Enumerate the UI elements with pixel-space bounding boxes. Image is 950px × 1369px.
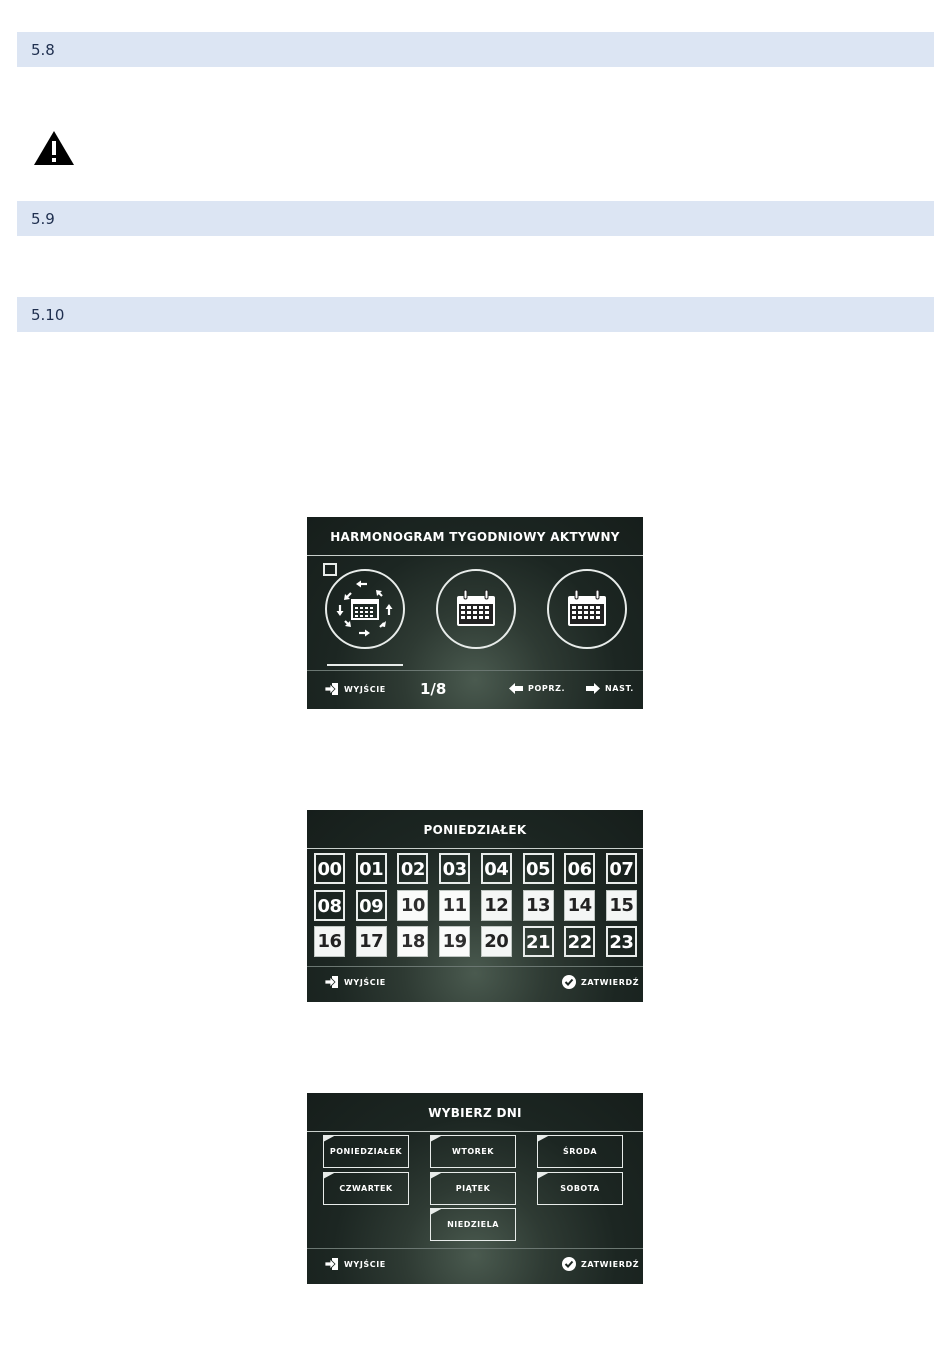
section-header-5-9 bbox=[17, 201, 934, 236]
hour-cell[interactable]: 23 bbox=[606, 926, 637, 957]
checkmark-icon bbox=[562, 975, 576, 989]
arrow-right-icon bbox=[586, 683, 600, 694]
prev-button[interactable] bbox=[509, 683, 565, 694]
next-label: NAST. bbox=[605, 684, 634, 693]
hour-cell[interactable]: 00 bbox=[314, 853, 345, 884]
screen-title: PONIEDZIAŁEK bbox=[423, 823, 527, 837]
arrow-left-icon bbox=[509, 683, 523, 694]
calendar-button[interactable] bbox=[547, 569, 627, 649]
screen-hour-selection bbox=[307, 810, 643, 1002]
hour-cell[interactable]: 05 bbox=[523, 853, 554, 884]
day-friday[interactable]: PIĄTEK bbox=[430, 1172, 516, 1205]
hour-cell[interactable]: 20 bbox=[481, 926, 512, 957]
screen-title: HARMONOGRAM TYGODNIOWY AKTYWNY bbox=[330, 530, 620, 544]
exit-label: WYJŚCIE bbox=[344, 977, 386, 987]
divider bbox=[307, 848, 643, 849]
hour-cell[interactable]: 01 bbox=[356, 853, 387, 884]
hour-cell[interactable]: 10 bbox=[397, 890, 428, 921]
calendar-button[interactable] bbox=[436, 569, 516, 649]
hour-cell[interactable]: 04 bbox=[481, 853, 512, 884]
confirm-label: ZATWIERDŹ bbox=[581, 977, 640, 987]
exit-label: WYJŚCIE bbox=[344, 684, 386, 694]
page-indicator: 1/8 bbox=[420, 680, 447, 698]
screen-title: WYBIERZ DNI bbox=[428, 1106, 522, 1120]
hour-cell[interactable]: 14 bbox=[564, 890, 595, 921]
confirm-button[interactable] bbox=[562, 975, 639, 989]
hour-cell[interactable]: 09 bbox=[356, 890, 387, 921]
warning-triangle-icon bbox=[33, 130, 75, 166]
hour-cell[interactable]: 12 bbox=[481, 890, 512, 921]
exit-icon bbox=[325, 683, 339, 695]
schedule-rotate-button[interactable] bbox=[325, 569, 405, 649]
hour-cell[interactable]: 13 bbox=[523, 890, 554, 921]
checkmark-icon bbox=[562, 1257, 576, 1271]
hour-cell[interactable]: 07 bbox=[606, 853, 637, 884]
day-wednesday[interactable]: ŚRODA bbox=[537, 1135, 623, 1168]
selection-indicator bbox=[327, 664, 403, 666]
hour-cell[interactable]: 06 bbox=[564, 853, 595, 884]
confirm-label: ZATWIERDŹ bbox=[581, 1259, 640, 1269]
next-button[interactable] bbox=[586, 683, 634, 694]
hour-cell[interactable]: 22 bbox=[564, 926, 595, 957]
divider bbox=[307, 966, 643, 967]
prev-label: POPRZ. bbox=[528, 684, 566, 693]
exit-button[interactable] bbox=[325, 1258, 386, 1270]
hour-cell[interactable]: 08 bbox=[314, 890, 345, 921]
hour-cell[interactable]: 02 bbox=[397, 853, 428, 884]
section-header-5-10 bbox=[17, 297, 934, 332]
exit-icon bbox=[325, 1258, 339, 1270]
calendar-icon bbox=[549, 571, 625, 647]
divider bbox=[307, 670, 643, 671]
exit-button[interactable] bbox=[325, 976, 386, 988]
divider bbox=[307, 1248, 643, 1249]
hour-cell[interactable]: 03 bbox=[439, 853, 470, 884]
calendar-icon bbox=[438, 571, 514, 647]
confirm-button[interactable] bbox=[562, 1257, 639, 1271]
hour-cell[interactable]: 18 bbox=[397, 926, 428, 957]
hour-cell[interactable]: 17 bbox=[356, 926, 387, 957]
section-header-5-8 bbox=[17, 32, 934, 67]
hour-cell[interactable]: 15 bbox=[606, 890, 637, 921]
section-number: 5.10 bbox=[31, 306, 65, 324]
exit-label: WYJŚCIE bbox=[344, 1259, 386, 1269]
exit-icon bbox=[325, 976, 339, 988]
day-saturday[interactable]: SOBOTA bbox=[537, 1172, 623, 1205]
hour-cell[interactable]: 21 bbox=[523, 926, 554, 957]
section-number: 5.9 bbox=[31, 210, 55, 228]
hour-cell[interactable]: 11 bbox=[439, 890, 470, 921]
divider bbox=[307, 1131, 643, 1132]
divider bbox=[307, 555, 643, 556]
schedule-rotate-icon bbox=[327, 571, 403, 647]
day-thursday[interactable]: CZWARTEK bbox=[323, 1172, 409, 1205]
section-number: 5.8 bbox=[31, 41, 55, 59]
exit-button[interactable] bbox=[325, 683, 386, 695]
hour-cell[interactable]: 19 bbox=[439, 926, 470, 957]
day-sunday[interactable]: NIEDZIELA bbox=[430, 1208, 516, 1241]
hour-cell[interactable]: 16 bbox=[314, 926, 345, 957]
day-tuesday[interactable]: WTOREK bbox=[430, 1135, 516, 1168]
screen-select-days bbox=[307, 1093, 643, 1284]
screen-weekly-schedule bbox=[307, 517, 643, 709]
day-monday[interactable]: PONIEDZIAŁEK bbox=[323, 1135, 409, 1168]
